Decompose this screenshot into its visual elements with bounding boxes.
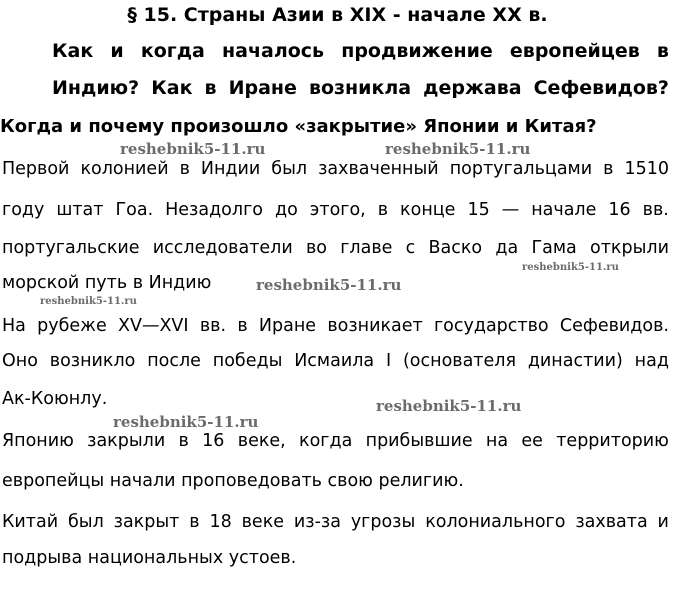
word: был	[271, 159, 308, 179]
word: 16	[608, 200, 631, 220]
word: исследователи	[152, 238, 293, 258]
word: в	[204, 77, 217, 99]
word: Незадолго	[165, 200, 263, 220]
word: во	[305, 238, 327, 258]
word: угрозы	[350, 512, 416, 532]
word: Исмаила	[294, 351, 375, 371]
word: когда	[140, 40, 205, 62]
word: На	[2, 316, 26, 336]
watermark: reshebnik5-11.ru	[113, 413, 259, 431]
word: Первой	[2, 159, 70, 179]
page-title: § 15. Страны Азии в XIX - начале XX в.	[127, 4, 548, 26]
word: Японию	[2, 431, 74, 451]
word: победы	[212, 351, 283, 371]
word: —	[501, 200, 520, 220]
word: португальцами	[449, 159, 593, 179]
word: ее	[521, 431, 543, 451]
paragraph-1-line-3	[2, 238, 669, 258]
word: династии)	[527, 351, 623, 371]
word: (основателя	[402, 351, 516, 371]
word: и	[110, 40, 124, 62]
word: продвижение	[341, 40, 493, 62]
word: веке	[241, 512, 285, 532]
word: государство	[433, 316, 549, 336]
word: главе	[340, 238, 393, 258]
word: 15	[467, 200, 490, 220]
paragraph-2-line-2	[2, 351, 669, 371]
watermark: reshebnik5-11.ru	[40, 296, 137, 307]
question-line-3: Когда и почему произошло «закрытие» Японии и Китая?	[0, 116, 597, 137]
word: в	[237, 316, 248, 336]
word: и	[657, 512, 669, 532]
word: из-за	[293, 512, 341, 532]
word: в	[377, 200, 389, 220]
word: открыли	[590, 238, 669, 258]
word: в	[603, 159, 614, 179]
question-line-2	[52, 77, 669, 99]
word: прибывшие	[365, 431, 473, 451]
word: началось	[222, 40, 325, 62]
word: Васко	[428, 238, 483, 258]
word: да	[495, 238, 519, 258]
paragraph-2-line-3: Ак-Коюнлу.	[2, 389, 108, 409]
paragraph-1-line-4: морской путь в Индию	[2, 273, 212, 293]
word: 16	[202, 431, 225, 451]
word: Как	[52, 40, 94, 62]
paragraph-3-line-2: европейцы начали проповедовать свою религию.	[2, 471, 464, 491]
paragraph-2-line-1	[2, 316, 669, 336]
word: держава	[423, 77, 522, 99]
word: когда	[299, 431, 353, 451]
word: XV—XVI	[117, 316, 189, 336]
word: возникло	[49, 351, 136, 371]
word: в	[178, 431, 189, 451]
word: рубеже	[37, 316, 107, 336]
word: Гама	[531, 238, 577, 258]
word: начале	[531, 200, 597, 220]
word: Сефевидов?	[533, 77, 669, 99]
paragraph-1-line-2	[2, 200, 669, 220]
word: Индию?	[52, 77, 140, 99]
word: в	[189, 512, 200, 532]
word: веке,	[237, 431, 286, 451]
paragraph-3-line-1	[2, 431, 669, 451]
word: штат	[56, 200, 104, 220]
word: Индии	[200, 159, 261, 179]
word: над	[634, 351, 669, 371]
paragraph-1-line-1	[2, 159, 669, 179]
word: Гоа.	[115, 200, 154, 220]
word: году	[2, 200, 45, 220]
word: в	[179, 159, 190, 179]
word: в	[656, 40, 669, 62]
word: на	[485, 431, 509, 451]
word: с	[405, 238, 416, 258]
word: европейцев	[509, 40, 640, 62]
word: I	[385, 351, 392, 371]
word: Иране	[228, 77, 297, 99]
word: португальские	[2, 238, 140, 258]
word: возникает	[327, 316, 423, 336]
word: конце	[400, 200, 456, 220]
word: колонией	[80, 159, 169, 179]
word: Иране	[258, 316, 317, 336]
word: 18	[209, 512, 232, 532]
word: этого,	[309, 200, 366, 220]
word: Оно	[2, 351, 38, 371]
word: захвата	[575, 512, 648, 532]
word: территорию	[556, 431, 669, 451]
word: Как	[151, 77, 193, 99]
word: захваченный	[318, 159, 439, 179]
word: колониального	[425, 512, 566, 532]
watermark: reshebnik5-11.ru	[385, 140, 531, 158]
word: закрыт	[113, 512, 180, 532]
word: закрыли	[87, 431, 166, 451]
word: вв.	[642, 200, 669, 220]
word: после	[147, 351, 201, 371]
word: Сефевидов.	[559, 316, 669, 336]
paragraph-4-line-2: подрыва национальных устоев.	[2, 548, 297, 568]
paragraph-4-line-1	[2, 512, 669, 532]
word: был	[67, 512, 104, 532]
word: вв.	[199, 316, 227, 336]
word: 1510	[624, 159, 669, 179]
watermark: reshebnik5-11.ru	[256, 276, 402, 294]
word: возникла	[308, 77, 412, 99]
word: Китай	[2, 512, 59, 532]
watermark: reshebnik5-11.ru	[120, 140, 266, 158]
watermark: reshebnik5-11.ru	[376, 397, 522, 415]
question-line-1	[52, 40, 669, 62]
watermark: reshebnik5-11.ru	[522, 262, 619, 273]
word: до	[274, 200, 298, 220]
